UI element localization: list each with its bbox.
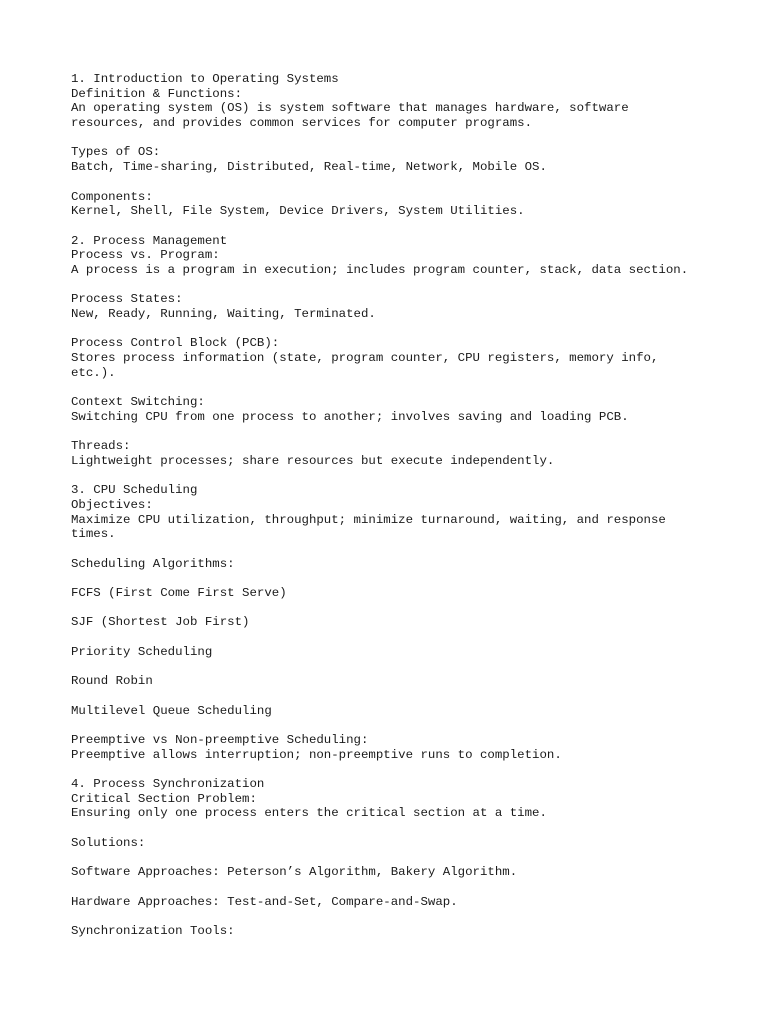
blank-line (71, 689, 731, 704)
blank-line (71, 425, 731, 440)
text-line: Priority Scheduling (71, 644, 213, 659)
blank-line (71, 469, 731, 484)
text-line: Context Switching: (71, 395, 205, 410)
text-line: 4. Process Synchronization (71, 777, 265, 791)
text-line: Kernel, Shell, File System, Device Drivers, System Utilities. (71, 204, 525, 219)
blank-line (71, 660, 731, 675)
blank-line (71, 630, 731, 645)
text-line: Critical Section Problem: (71, 791, 257, 806)
text-line: Lightweight processes; share resources but execute independently. (71, 453, 555, 468)
text-line: etc.). (71, 365, 116, 380)
blank-line (71, 850, 731, 865)
blank-line (71, 131, 731, 146)
text-line: Switching CPU from one process to another; involves saving and loading PCB. (71, 409, 629, 424)
text-line: Solutions: (71, 835, 146, 850)
text-line: New, Ready, Running, Waiting, Terminated. (71, 307, 376, 321)
blank-line (71, 601, 731, 616)
text-line: 3. CPU Scheduling (71, 483, 198, 498)
text-line: A process is a program in execution; includes program counter, stack, data section. (71, 262, 689, 277)
text-line: Objectives: (71, 497, 153, 512)
blank-line (71, 322, 731, 337)
blank-line (71, 278, 731, 293)
blank-line (71, 542, 731, 557)
text-line: Process Control Block (PCB): (71, 336, 280, 351)
text-line: Process vs. Program: (71, 248, 220, 263)
text-line: Hardware Approaches: Test-and-Set, Compare-and-Swap. (71, 894, 458, 909)
text-line: Threads: (71, 439, 131, 454)
blank-line (71, 909, 731, 924)
text-line: 2. Process Management (71, 233, 228, 248)
blank-line (71, 219, 731, 234)
text-line: Ensuring only one process enters the critical section at a time. (71, 806, 547, 821)
blank-line (71, 880, 731, 895)
text-line: SJF (Shortest Job First) (71, 615, 250, 630)
text-line: Preemptive allows interruption; non-preemptive runs to completion. (71, 747, 562, 762)
text-line: Round Robin (71, 674, 153, 689)
text-line: FCFS (First Come First Serve) (71, 586, 287, 601)
text-line: 1. Introduction to Operating Systems (71, 72, 339, 86)
text-line: Process States: (71, 292, 183, 307)
text-line: An operating system (OS) is system software that manages hardware, software (71, 101, 629, 116)
blank-line (71, 380, 731, 395)
text-line: times. (71, 527, 116, 542)
text-line: Software Approaches: Peterson’s Algorithm, Bakery Algorithm. (71, 865, 518, 880)
document-body (71, 72, 731, 939)
text-line: Synchronization Tools: (71, 923, 235, 938)
blank-line (71, 571, 731, 586)
blank-line (71, 718, 731, 733)
text-line: Multilevel Queue Scheduling (71, 703, 272, 718)
text-line: Preemptive vs Non-preemptive Scheduling: (71, 732, 369, 747)
text-line: Types of OS: (71, 145, 161, 160)
blank-line (71, 762, 731, 777)
text-line: Scheduling Algorithms: (71, 556, 235, 571)
blank-line (71, 175, 731, 190)
text-line: Definition & Functions: (71, 86, 243, 101)
blank-line (71, 821, 731, 836)
text-line: Batch, Time-sharing, Distributed, Real-time, Network, Mobile OS. (71, 160, 547, 175)
text-line: resources, and provides common services for computer programs. (71, 116, 533, 131)
text-line: Stores process information (state, program counter, CPU registers, memory info, (71, 351, 659, 366)
text-line: Components: (71, 189, 153, 204)
text-line: Maximize CPU utilization, throughput; minimize turnaround, waiting, and response (71, 512, 666, 527)
